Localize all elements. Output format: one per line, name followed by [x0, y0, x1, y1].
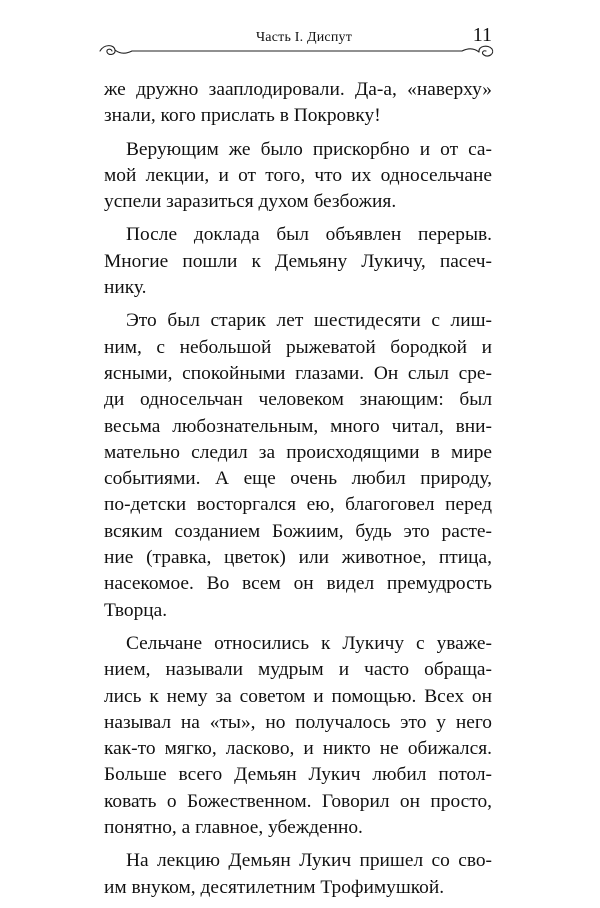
- text-line: лись к нему за советом и помощью. Всех он: [104, 685, 492, 707]
- text-line: ним, с небольшой рыжеватой бородкой и: [104, 336, 492, 358]
- text-line: На лекцию Демьян Лукич пришел со сво-: [126, 850, 492, 872]
- text-line: ковать о Божественном. Говорил он просто,: [104, 790, 492, 812]
- text-line: понятно, а главное, убежденно.: [104, 817, 363, 839]
- text-line: всяким созданием Божиим, будь это расте-: [104, 520, 492, 542]
- body-text: [104, 77, 492, 908]
- text-line: Многие пошли к Демьяну Лукичу, пасеч-: [104, 250, 492, 272]
- text-line: Сельчане относились к Лукичу с уваже-: [126, 632, 492, 654]
- text-line: насекомое. Во всем он видел премудрость: [104, 573, 492, 595]
- paragraph: [104, 222, 492, 301]
- text-line: по-детски восторгался ею, благоговел перед: [104, 494, 492, 516]
- text-line: ние (травка, цветок) или животное, птица,: [104, 547, 492, 569]
- page-number: 11: [472, 24, 492, 46]
- text-line: мательно следил за происходящими в мире: [104, 441, 492, 463]
- text-line: называл на «ты», но получалось это у него: [104, 711, 492, 733]
- text-line: знали, кого прислать в Покровку!: [104, 105, 381, 127]
- paragraph: [104, 137, 492, 216]
- text-line: мой лекции, и от того, что их односельчане: [104, 164, 492, 186]
- text-line: После доклада был объявлен перерыв.: [126, 224, 492, 246]
- header-ornament-rule: [96, 40, 498, 62]
- text-line: весьма любознательным, много читал, вни-: [104, 415, 492, 437]
- text-line: ди односельчан человеком знающим: был: [104, 389, 492, 411]
- text-line: событиями. А еще очень любил природу,: [104, 468, 492, 490]
- text-line: нием, называли мудрым и часто обраща-: [104, 659, 492, 681]
- text-line: как-то мягко, ласково, и никто не обижался.: [104, 738, 492, 760]
- text-line: нику.: [104, 277, 147, 299]
- text-line: Больше всего Демьян Лукич любил потол-: [104, 764, 492, 786]
- text-line: успели заразиться духом безбожия.: [104, 191, 397, 213]
- paragraph: [104, 308, 492, 624]
- text-line: Творца.: [104, 599, 168, 621]
- text-line: ясными, спокойными глазами. Он слыл сре-: [104, 362, 492, 384]
- text-line: им внуком, десятилетним Трофимушкой.: [104, 876, 445, 898]
- paragraph: [104, 631, 492, 841]
- paragraph: [104, 77, 492, 130]
- running-title: Часть I. Диспут: [256, 30, 353, 45]
- paragraph: [104, 848, 492, 901]
- text-line: Верующим же было прискорбно и от са-: [126, 138, 492, 160]
- text-line: Это был старик лет шестидесяти с лиш-: [126, 310, 492, 332]
- text-line: же дружно зааплодировали. Да-а, «наверху»: [104, 79, 492, 100]
